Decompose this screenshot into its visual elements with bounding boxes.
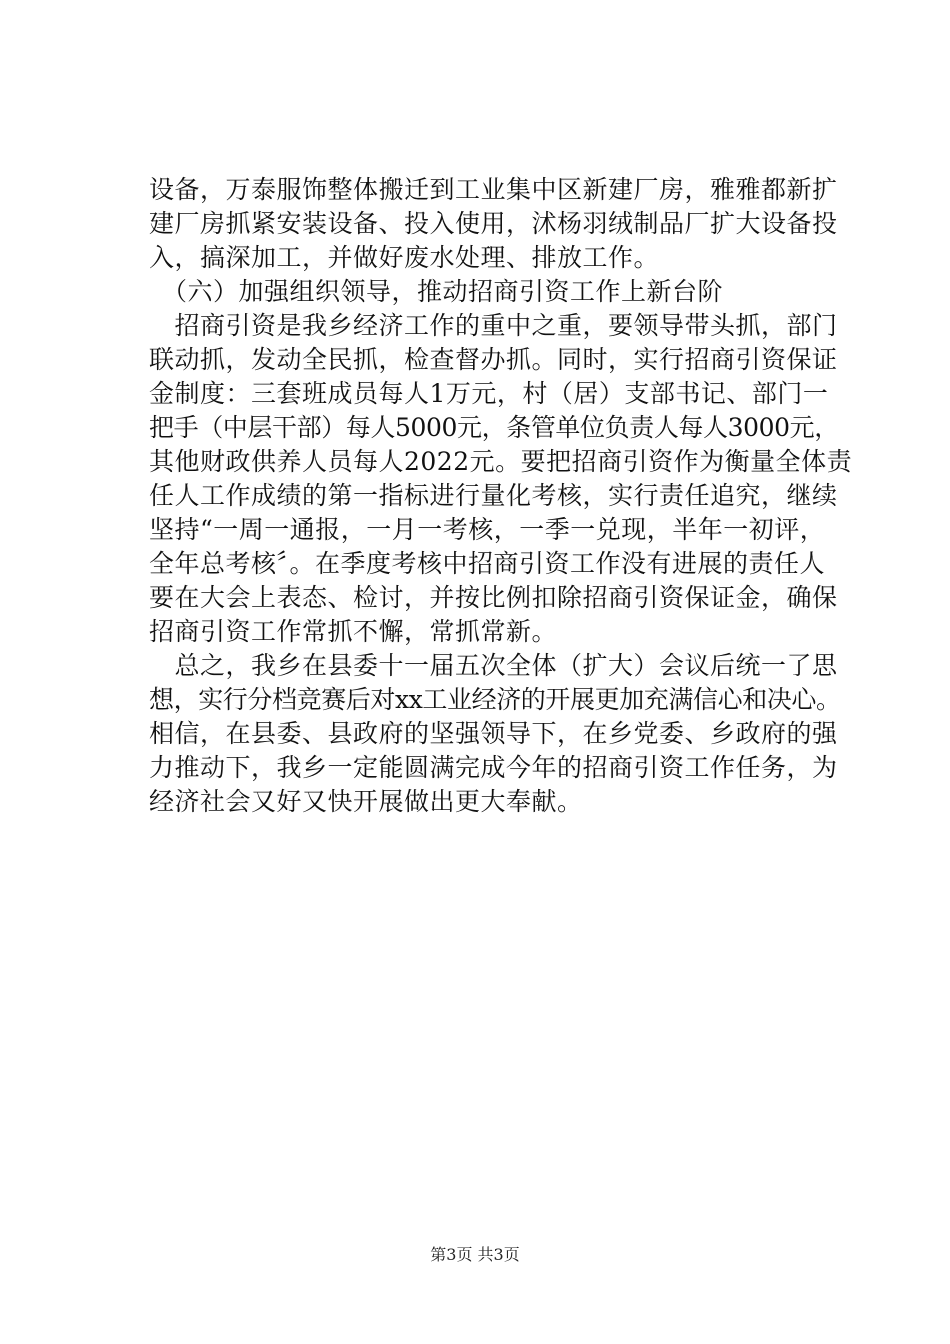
text-line: 入，搞深加工，并做好废水处理、排放工作。	[149, 243, 660, 272]
text-line: 力推动下，我乡一定能圆满完成今年的招商引资工作任务，为	[149, 753, 838, 782]
text-line: 招商引资工作常抓不懈，常抓常新。	[149, 617, 558, 646]
text-line: 想，实行分档竞赛后对xx工业经济的开展更加充满信心和决心。	[149, 685, 841, 714]
text-line: 相信，在县委、县政府的坚强领导下，在乡党委、乡政府的强	[149, 719, 838, 748]
text-line: 招商引资是我乡经济工作的重中之重，要领导带头抓，部门	[149, 311, 838, 340]
text-line: 其他财政供养人员每人2022元。要把招商引资作为衡量全体责	[149, 447, 853, 476]
text-line: 全年总考核〞。在季度考核中招商引资工作没有进展的责任人	[149, 549, 826, 578]
text-line: 建厂房抓紧安装设备、投入使用，沭杨羽绒制品厂扩大设备投	[149, 209, 838, 238]
text-line: 经济社会又好又快开展做出更大奉献。	[149, 787, 583, 816]
text-line: 金制度：三套班成员每人1万元，村（居）支部书记、部门一	[149, 379, 829, 408]
text-line: 要在大会上表态、检讨，并按比例扣除招商引资保证金，确保	[149, 583, 838, 612]
text-line: 联动抓，发动全民抓，检查督办抓。同时，实行招商引资保证	[149, 345, 838, 374]
document-body	[149, 173, 853, 819]
text-line: 任人工作成绩的第一指标进行量化考核，实行责任追究，继续	[149, 481, 838, 510]
text-line: 总之，我乡在县委十一届五次全体（扩大）会议后统一了思	[149, 651, 838, 680]
text-line: 把手（中层干部）每人5000元，条管单位负责人每人3000元，	[149, 413, 839, 442]
page-number-footer: 第3页 共3页	[430, 1245, 520, 1264]
section-heading: （六）加强组织领导，推动招商引资工作上新台阶	[149, 277, 724, 306]
text-line: 坚持“一周一通报，一月一考核，一季一兑现，半年一初评，	[149, 515, 826, 544]
text-line: 设备，万泰服饰整体搬迁到工业集中区新建厂房，雅雅都新扩	[149, 175, 838, 204]
